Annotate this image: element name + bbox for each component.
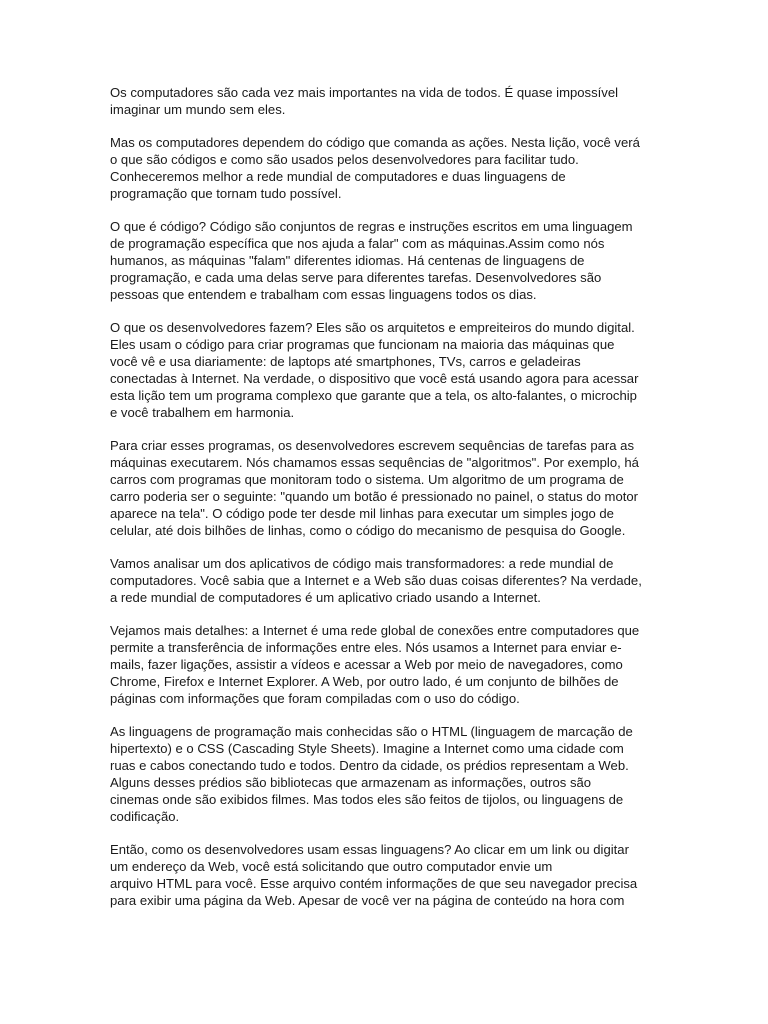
text-line: esta lição tem um programa complexo que garante que a tela, os alto-falantes, o microchip (110, 388, 637, 403)
paragraph-3 (110, 218, 660, 303)
text-line: Conheceremos melhor a rede mundial de computadores e duas linguagens de (110, 169, 566, 184)
text-line: pessoas que entendem e trabalham com essas linguagens todos os dias. (110, 287, 537, 302)
text-line: aparece na tela". O código pode ter desde mil linhas para executar um simples jogo de (110, 506, 614, 521)
paragraph-8 (110, 723, 660, 825)
text-line: hipertexto) e o CSS (Cascading Style Sheets). Imagine a Internet como uma cidade com (110, 741, 624, 756)
text-line: ruas e cabos conectando tudo e todos. Dentro da cidade, os prédios representam a Web. (110, 758, 629, 773)
text-line: carros com programas que monitoram todo o sistema. Um algoritmo de um programa de (110, 472, 624, 487)
text-line: permite a transferência de informações entre eles. Nós usamos a Internet para enviar e- (110, 640, 622, 655)
text-line: você vê e usa diariamente: de laptops até smartphones, TVs, carros e geladeiras (110, 354, 581, 369)
text-line: Mas os computadores dependem do código que comanda as ações. Nesta lição, você verá (110, 135, 640, 150)
text-line: O que é código? Código são conjuntos de regras e instruções escritos em uma linguagem (110, 219, 633, 234)
text-line: de programação específica que nos ajuda a falar" com as máquinas.Assim como nós (110, 236, 605, 251)
text-line: máquinas executarem. Nós chamamos essas sequências de "algoritmos". Por exemplo, há (110, 455, 639, 470)
text-line: carro poderia ser o seguinte: "quando um botão é pressionado no painel, o status do motor (110, 489, 639, 504)
text-line: conectadas à Internet. Na verdade, o dispositivo que você está usando agora para acessar (110, 371, 639, 386)
text-line: codificação. (110, 809, 180, 824)
text-line: programação que tornam tudo possível. (110, 186, 342, 201)
text-line: o que são códigos e como são usados pelos desenvolvedores para facilitar tudo. (110, 152, 579, 167)
paragraph-7 (110, 622, 660, 707)
text-line: Alguns desses prédios são bibliotecas que armazenam as informações, outros são (110, 775, 592, 790)
paragraph-4 (110, 319, 660, 421)
text-line: e você trabalhem em harmonia. (110, 405, 295, 420)
text-line: cinemas onde são exibidos filmes. Mas todos eles são feitos de tijolos, ou linguagens de (110, 792, 624, 807)
document-page (110, 84, 660, 925)
text-line: páginas com informações que foram compiladas com o uso do código. (110, 691, 520, 706)
text-line: para exibir uma página da Web. Apesar de você ver na página de conteúdo na hora com (110, 893, 625, 908)
paragraph-1 (110, 84, 660, 118)
text-line: imaginar um mundo sem eles. (110, 102, 286, 117)
text-line: Eles usam o código para criar programas que funcionam na maioria das máquinas que (110, 337, 615, 352)
paragraph-2 (110, 134, 660, 202)
text-line: programação, e cada uma delas serve para diferentes tarefas. Desenvolvedores são (110, 270, 602, 285)
text-line: As linguagens de programação mais conhecidas são o HTML (linguagem de marcação de (110, 724, 633, 739)
text-line: arquivo HTML para você. Esse arquivo contém informações de que seu navegador precisa (110, 876, 638, 891)
text-line: Vamos analisar um dos aplicativos de código mais transformadores: a rede mundial de (110, 556, 614, 571)
text-line: computadores. Você sabia que a Internet e a Web são duas coisas diferentes? Na verdade, (110, 573, 642, 588)
paragraph-9 (110, 841, 660, 909)
text-line: a rede mundial de computadores é um aplicativo criado usando a Internet. (110, 590, 541, 605)
text-line: Vejamos mais detalhes: a Internet é uma rede global de conexões entre computadores que (110, 623, 640, 638)
text-line: mails, fazer ligações, assistir a vídeos e acessar a Web por meio de navegadores, como (110, 657, 623, 672)
text-line: O que os desenvolvedores fazem? Eles são os arquitetos e empreiteiros do mundo digital. (110, 320, 635, 335)
text-line: humanos, as máquinas "falam" diferentes idiomas. Há centenas de linguagens de (110, 253, 585, 268)
text-line: Para criar esses programas, os desenvolvedores escrevem sequências de tarefas para as (110, 438, 635, 453)
text-line: celular, até dois bilhões de linhas, como o código do mecanismo de pesquisa do Google. (110, 523, 626, 538)
text-line: Chrome, Firefox e Internet Explorer. A Web, por outro lado, é um conjunto de bilhões de (110, 674, 619, 689)
text-line: um endereço da Web, você está solicitando que outro computador envie um (110, 859, 553, 874)
paragraph-5 (110, 437, 660, 539)
paragraph-6 (110, 555, 660, 606)
text-line: Os computadores são cada vez mais importantes na vida de todos. É quase impossível (110, 85, 619, 100)
text-line: Então, como os desenvolvedores usam essas linguagens? Ao clicar em um link ou digitar (110, 842, 629, 857)
